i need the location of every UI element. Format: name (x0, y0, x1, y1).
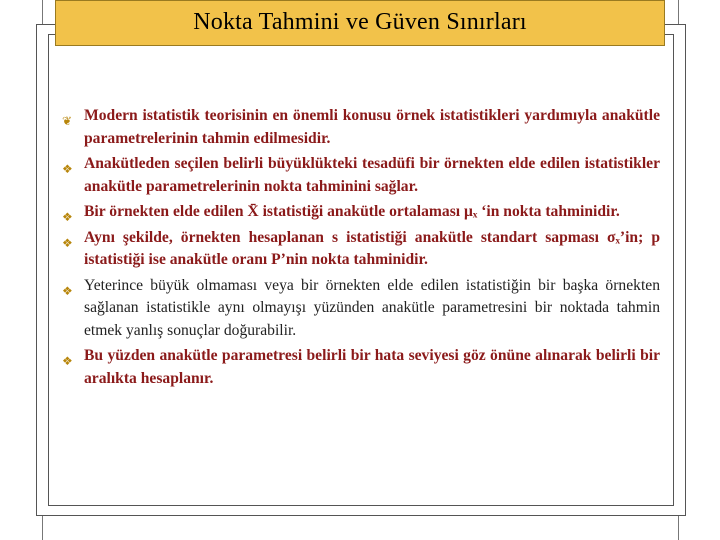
bullet-text: Bir örnekten elde edilen X̄ istatistiği anakütle ortalaması μₓ ‘in nokta tahminidir. (84, 203, 620, 220)
leaf-bullet-icon: ❦ (62, 114, 73, 128)
list-item (62, 275, 660, 343)
list-item (62, 105, 660, 150)
slide-title: Nokta Tahmini ve Güven Sınırları (193, 9, 527, 35)
bullet-text: Aynı şekilde, örnekten hesaplanan s istatistiği anakütle standart sapması σₓ’in; p istatistiği ise anakütle oranı P’nin nokta tahminidir. (84, 228, 660, 268)
bullet-text: Bu yüzden anakütle parametresi belirli bir hata seviyesi göz önüne alınarak belirli bir aralıkta hesaplanır. (84, 347, 660, 387)
bullet-list (62, 105, 660, 393)
diamond-bullet-icon: ❖ (62, 210, 73, 224)
diamond-bullet-icon: ❖ (62, 235, 73, 250)
bullet-text: Modern istatistik teorisinin en önemli konusu örnek istatistikleri yardımıyla anakütle parametrelerinin tahmin edilmesidir. (84, 107, 660, 147)
diamond-bullet-icon: ❖ (62, 283, 73, 298)
bullet-text: Yeterince büyük olmaması veya bir örnekten elde edilen istatistiğin bir başka örnekten sağlanan istatistikle aynı olmayışı yüzünden anakütle parametresini bir noktada tahmin etmek yanlış sonuçlar doğurabilir. (84, 276, 660, 339)
list-item (62, 153, 660, 198)
list-item (62, 345, 660, 390)
list-item (62, 201, 660, 224)
list-item (62, 227, 660, 272)
diamond-bullet-icon: ❖ (62, 162, 73, 176)
title-banner (55, 0, 665, 46)
diamond-bullet-icon: ❖ (62, 354, 73, 368)
bullet-text: Anakütleden seçilen belirli büyüklükteki tesadüfi bir örnekten elde edilen istatistikler anakütle parametrelerinin nokta tahminini sağlar. (84, 155, 660, 195)
